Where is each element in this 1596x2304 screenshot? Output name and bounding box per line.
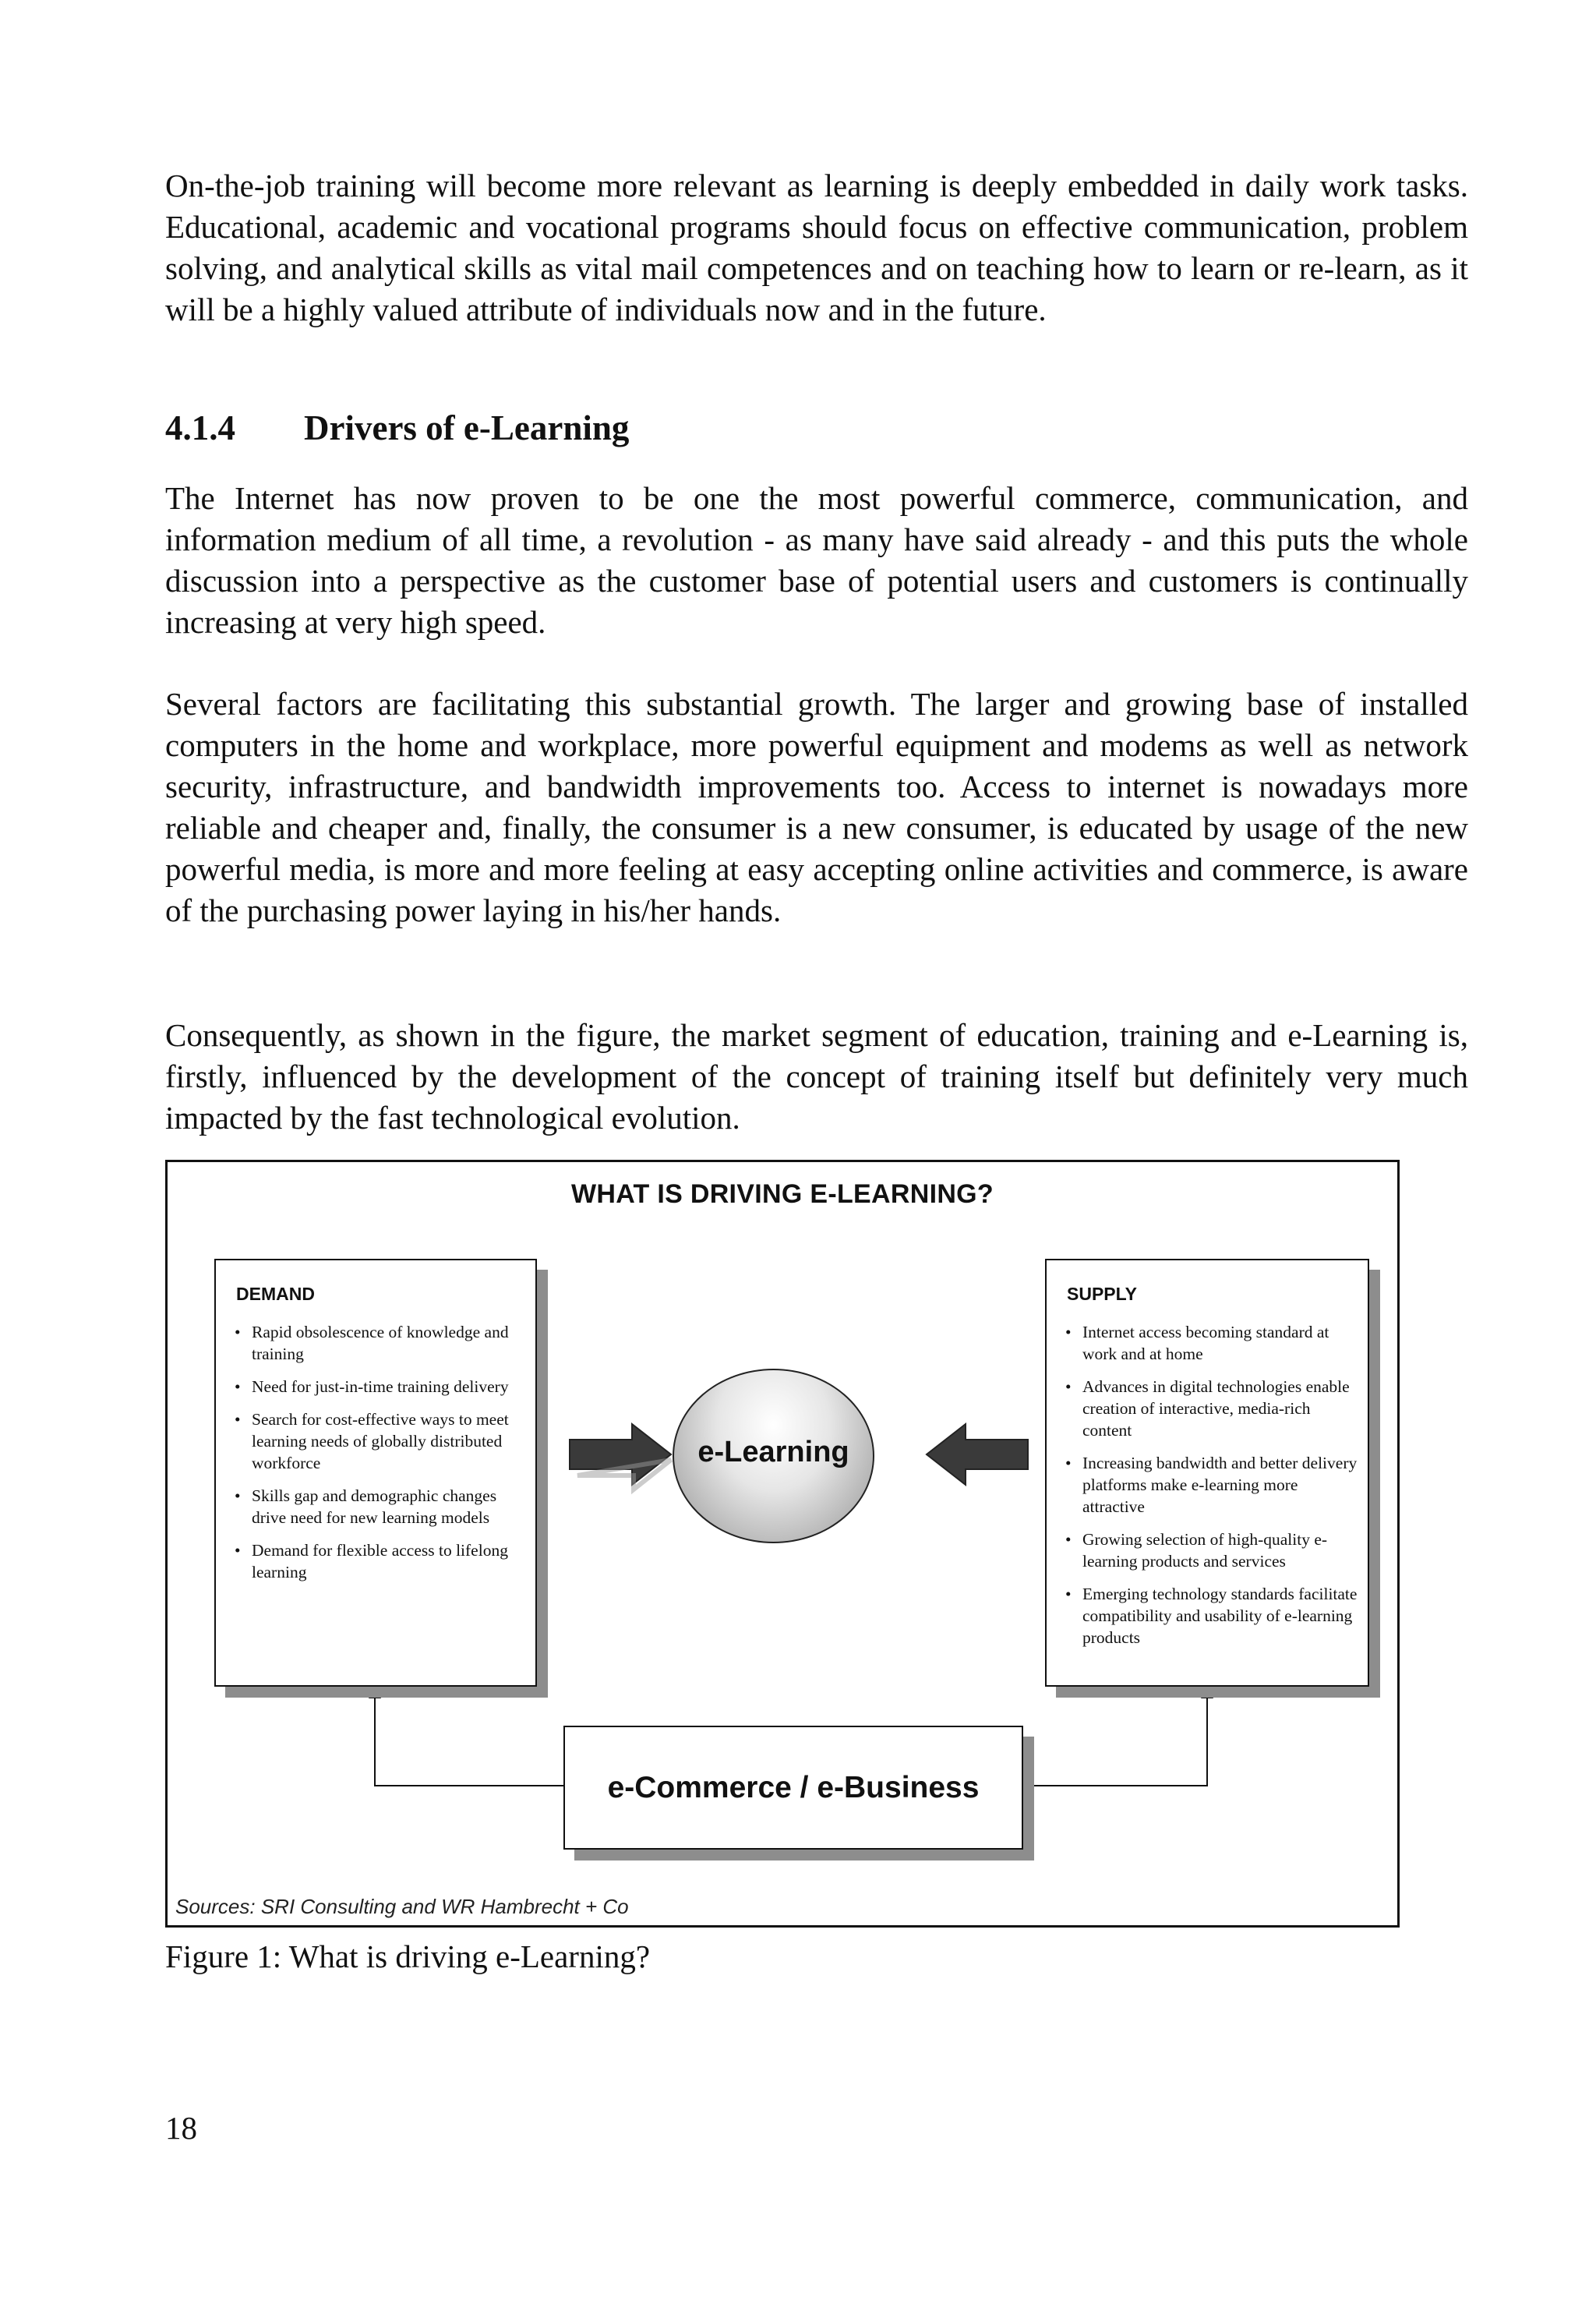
bottom-label: e-Commerce / e-Business bbox=[607, 1770, 980, 1804]
paragraph-internet: The Internet has now proven to be one the most powerful commerce, communication, and information medium of all time, a revolution - as many have said already - and this puts the whole discussion into a perspective as the customer base of potential users and customers is continually increasing at very high speed. bbox=[165, 480, 1468, 640]
demand-item: • Rapid obsolescence of knowledge and training bbox=[235, 1321, 529, 1365]
supply-item: • Advances in digital technologies enable creation of interactive, media-rich content bbox=[1065, 1376, 1361, 1441]
paragraph-consequently: Consequently, as shown in the figure, the market segment of education, training and e-Learning is, firstly, influenced by the development of the concept of training itself but definitely very much impacted by the fast technological evolution. bbox=[165, 1017, 1468, 1136]
supply-box bbox=[1045, 1259, 1369, 1687]
section-number: 4.1.4 bbox=[165, 408, 235, 447]
paragraph-growth-factors: Several factors are facilitating this substantial growth. The larger and growing base of installed computers in the home and workplace, more powerful equipment and modems as well as network security, infrastructure, and bandwidth improvements too. Access to internet is nowadays more reliable and cheaper and, finally, the consumer is a new consumer, is educated by usage of the new powerful media, is more and more feeling at easy accepting online activities and commerce, is aware of the purchasing power laying in his/her hands. bbox=[165, 686, 1468, 928]
demand-box bbox=[214, 1259, 537, 1687]
demand-list bbox=[235, 1321, 529, 1594]
center-label: e-Learning bbox=[697, 1435, 849, 1468]
figure-sources: Sources: SRI Consulting and WR Hambrecht + Co bbox=[175, 1895, 629, 1918]
supply-item: • Internet access becoming standard at work and at home bbox=[1065, 1321, 1361, 1365]
section-title: Drivers of e-Learning bbox=[304, 408, 630, 447]
supply-heading: SUPPLY bbox=[1067, 1284, 1137, 1304]
elearning-ellipse bbox=[673, 1369, 874, 1543]
supply-list bbox=[1065, 1321, 1361, 1659]
demand-item: • Need for just-in-time training delivery bbox=[235, 1376, 529, 1398]
connector-to-demand bbox=[375, 1695, 563, 1786]
demand-item: • Skills gap and demographic changes drive need for new learning models bbox=[235, 1485, 529, 1528]
supply-item: • Emerging technology standards facilitate compatibility and usability of e-learning products bbox=[1065, 1583, 1361, 1648]
demand-item: • Demand for flexible access to lifelong learning bbox=[235, 1539, 529, 1583]
figure-driving-elearning bbox=[165, 1160, 1400, 1928]
connector-to-supply bbox=[1031, 1695, 1207, 1786]
demand-heading: DEMAND bbox=[236, 1284, 315, 1304]
figure-title: WHAT IS DRIVING E-LEARNING? bbox=[570, 1179, 994, 1209]
section-heading bbox=[165, 408, 629, 448]
ecommerce-box bbox=[563, 1726, 1023, 1850]
supply-item: • Growing selection of high-quality e-learning products and services bbox=[1065, 1528, 1361, 1572]
supply-item: • Increasing bandwidth and better delivery platforms make e-learning more attractive bbox=[1065, 1452, 1361, 1518]
supply-arrow-icon bbox=[927, 1424, 1028, 1485]
paragraph-intro: On-the-job training will become more relevant as learning is deeply embedded in daily work tasks. Educational, academic and vocational programs should focus on effective communication, problem solving, and analytical skills as vital mail competences and on teaching how to learn or re-learn, as it will be a highly valued attribute of individuals now and in the future. bbox=[165, 168, 1468, 327]
figure-caption: Figure 1: What is driving e-Learning? bbox=[165, 1938, 651, 1974]
page-number: 18 bbox=[165, 2110, 197, 2146]
demand-item: • Search for cost-effective ways to meet learning needs of globally distributed workforce bbox=[235, 1408, 529, 1474]
